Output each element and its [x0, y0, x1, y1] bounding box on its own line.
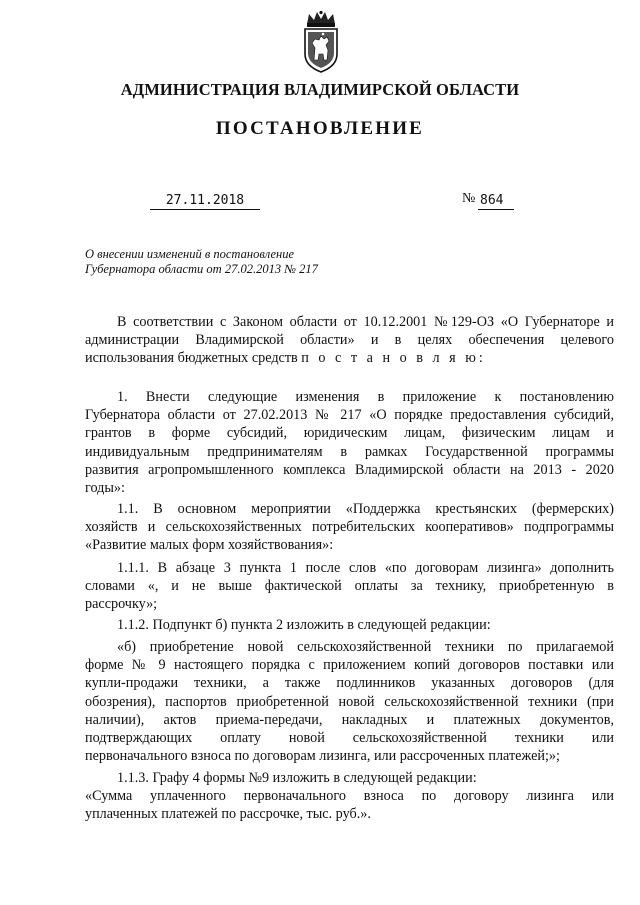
document-number: 864 — [478, 193, 514, 210]
text-line: годы»: — [85, 480, 125, 497]
subject-line: Губернатора области от 27.02.2013 № 217 — [85, 262, 318, 276]
item-1-1-2-quoted-text — [85, 638, 614, 765]
text-line: 1.1.1. В абзаце 3 пункта 1 после слов «по договорам лизинга» дополнить — [117, 560, 614, 576]
coat-of-arms-emblem — [299, 10, 343, 74]
document-type-title: ПОСТАНОВЛЕНИЕ — [215, 118, 425, 139]
text-line: рассрочку»; — [85, 596, 158, 613]
text-line: первоначального взноса по договорам лизинга, или рассроченных платежей;»; — [85, 748, 560, 765]
decree-word: п о с т а н о в л я ю: — [301, 350, 486, 367]
organization-name: АДМИНИСТРАЦИЯ ВЛАДИМИРСКОЙ ОБЛАСТИ — [120, 80, 520, 99]
text-line: В соответствии с Законом области от 10.12.2001 №129-ОЗ «О Губернаторе и — [117, 314, 614, 330]
text-fragment: использования бюджетных средств — [85, 350, 298, 367]
document-date: 27.11.2018 — [150, 193, 260, 210]
text-line: администрации Владимирской области» и в целях обеспечения целевого — [85, 332, 614, 349]
text-line: «Сумма уплаченного первоначального взноса по договору лизинга или — [85, 788, 614, 805]
item-1-1-3-paragraph — [85, 769, 614, 824]
item-1-1-1-paragraph — [85, 559, 614, 614]
item-1-paragraph — [85, 388, 614, 497]
text-line: «Развитие малых форм хозяйствования»: — [85, 537, 334, 554]
text-line — [85, 349, 614, 367]
item-1-1-paragraph — [85, 500, 614, 555]
subject-line: О внесении изменений в постановление — [85, 247, 295, 261]
text-line: 1.1. В основном мероприятии «Поддержка крестьянских (фермерских) — [117, 501, 614, 517]
text-line: развития агропромышленного комплекса Владимирской области на 2013 - 2020 — [85, 461, 614, 478]
text-line: 1.1.3. Графу 4 формы №9 изложить в следующей редакции: — [117, 770, 477, 786]
text-line: «б) приобретение новой сельскохозяйственной техники по прилагаемой — [117, 639, 614, 655]
text-line: уплаченных платежей по рассрочке, тыс. руб.». — [85, 806, 371, 823]
text-line: 1.1.2. Подпункт б) пункта 2 изложить в следующей редакции: — [117, 617, 491, 633]
text-line: 1. Внести следующие изменения в приложение к постановлению — [117, 389, 614, 405]
text-line: словами «, и не выше фактической оплаты за технику, приобретенную в — [85, 578, 614, 595]
document-number-sign: № — [462, 191, 476, 206]
text-line: индивидуальным предпринимателям в рамках Государственной программы — [85, 443, 614, 460]
preamble-paragraph — [85, 313, 614, 368]
text-line: купли-продажи техники, а также подлинников указанных договоров (для — [85, 675, 614, 692]
text-line: обозрения), паспортов приобретенной новой сельскохозяйственной техники (при — [85, 693, 614, 710]
item-1-1-2-paragraph — [85, 616, 614, 634]
text-line: наличии), актов приема-передачи, накладных и платежных документов, — [85, 711, 614, 728]
document-subject — [85, 247, 405, 277]
text-line: форме № 9 настоящего порядка с приложением копий договоров поставки или — [85, 657, 614, 674]
text-line: Губернатора области от 27.02.2013 № 217 «О порядке предоставления субсидий, — [85, 407, 614, 424]
text-line: хозяйств и сельскохозяйственных потребительских кооперативов» подпрограммы — [85, 519, 614, 536]
text-line: грантов в форме субсидий, юридическим лицам, физическим лицам и — [85, 425, 614, 442]
text-line: подтверждающих оплату новой сельскохозяйственной техники или — [85, 730, 614, 747]
